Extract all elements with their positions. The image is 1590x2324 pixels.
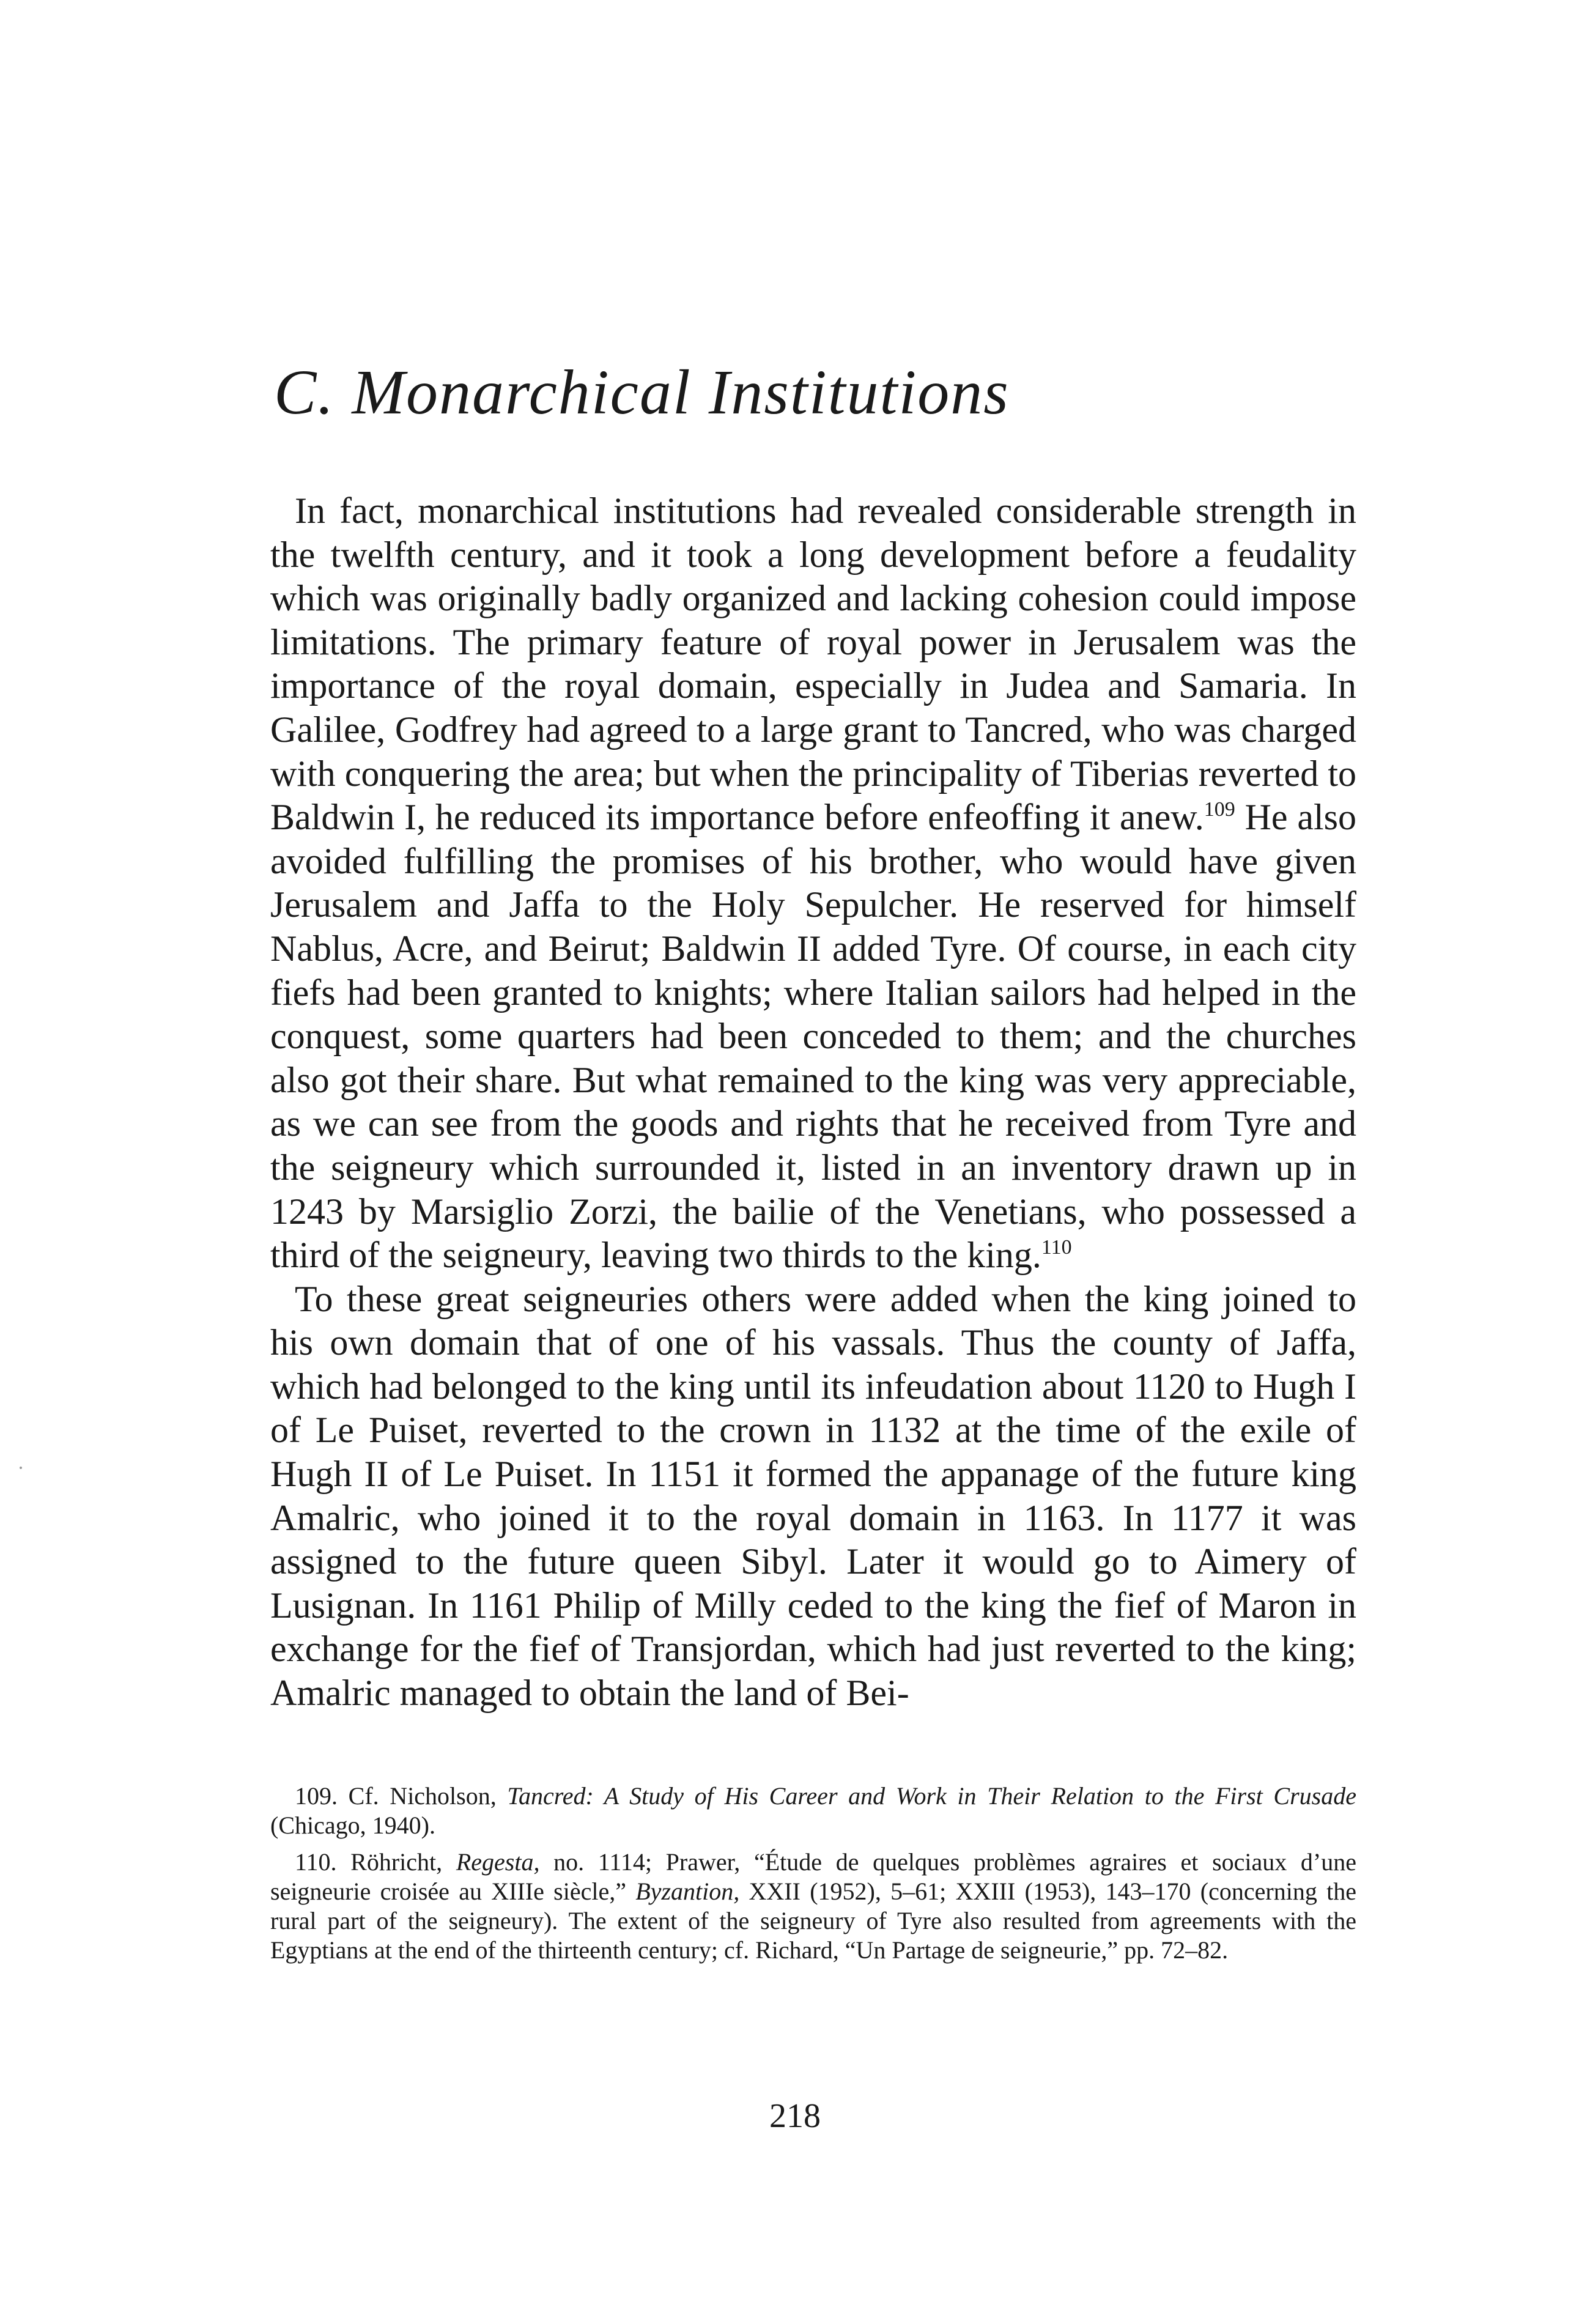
italic-text: Byzantion,: [635, 1878, 740, 1905]
text-run: 109. Cf. Nicholson,: [295, 1782, 508, 1810]
body-text: [270, 489, 1356, 1715]
text-run: To these great seigneuries others were added when the king joined to his own domain that of one of his vassals. Thus the county of Jaffa, which had belonged to the king until its infeudation about 1120 to Hugh I of Le Puiset, reverted to the crown in 1132 at the time of the exile of Hugh II of Le Puiset. In 1151 it formed the appanage of the future king Amalric, who joined it to the royal domain in 1163. In 1177 it was assigned to the future queen Sibyl. Later it would go to Aimery of Lusignan. In 1161 Philip of Milly ceded to the king the fief of Maron in exchange for the fief of Transjordan, which had just reverted to the king; Amalric managed to obtain the land of Bei-: [270, 1278, 1356, 1714]
text-run: In fact, monarchical institutions had revealed considerable strength in the twelfth century, and it took a long development before a feudality which was originally badly organized and lacking cohesion could impose limitations. The primary feature of royal power in Jerusalem was the importance of the royal domain, especially in Judea and Samaria. In Galilee, Godfrey had agreed to a large grant to Tancred, who was charged with conquering the area; but when the principality of Tiberias reverted to Baldwin I, he reduced its importance before enfeoffing it anew.: [270, 490, 1356, 838]
text-run: 110. Röhricht,: [295, 1848, 456, 1876]
body-paragraph: [270, 1278, 1356, 1715]
footnote: [270, 1848, 1356, 1965]
section-heading: C. Monarchical Institutions: [274, 357, 1010, 427]
footnote-reference: 109: [1204, 798, 1235, 821]
footnote: [270, 1782, 1356, 1840]
italic-text: Regesta,: [456, 1848, 540, 1876]
text-run: XXII (1952), 5–61; XXIII (1953), 143–170 (concerning the rural part of the seigneury). The extent of the seigneury of Tyre also resulted from agreements with the Egyptians at the end of the thirteenth century; cf. Richard, “Un Partage de seigneurie,” pp. 72–82.: [270, 1878, 1356, 1964]
footnote-reference: 110: [1041, 1236, 1072, 1259]
italic-text: Tancred: A Study of His Career and Work in Their Relation to the First Crusade: [507, 1782, 1356, 1810]
text-run: (Chicago, 1940).: [270, 1811, 435, 1839]
text-run: He also avoided fulfilling the promises of his brother, who would have given Jerusalem and Jaffa to the Holy Sepulcher. He reserved for himself Nablus, Acre, and Beirut; Baldwin II added Tyre. Of course, in each city fiefs had been granted to knights; where Italian sailors had helped in the conquest, some quarters had been conceded to them; and the churches also got their share. But what remained to the king was very appreciable, as we can see from the goods and rights that he received from Tyre and the seigneury which surrounded it, listed in an inventory drawn up in 1243 by Marsiglio Zorzi, the bailie of the Venetians, who possessed a third of the seigneury, leaving two thirds to the king.: [270, 797, 1356, 1276]
text-run: no. 1114; Prawer, “Étude de quelques problèmes agraires et sociaux d’une seigneurie croisée au XIIIe siècle,”: [270, 1848, 1356, 1905]
body-paragraph: [270, 489, 1356, 1278]
scan-speck: [20, 1467, 22, 1469]
footnotes: [270, 1782, 1356, 1965]
page-number: 218: [769, 2097, 821, 2135]
